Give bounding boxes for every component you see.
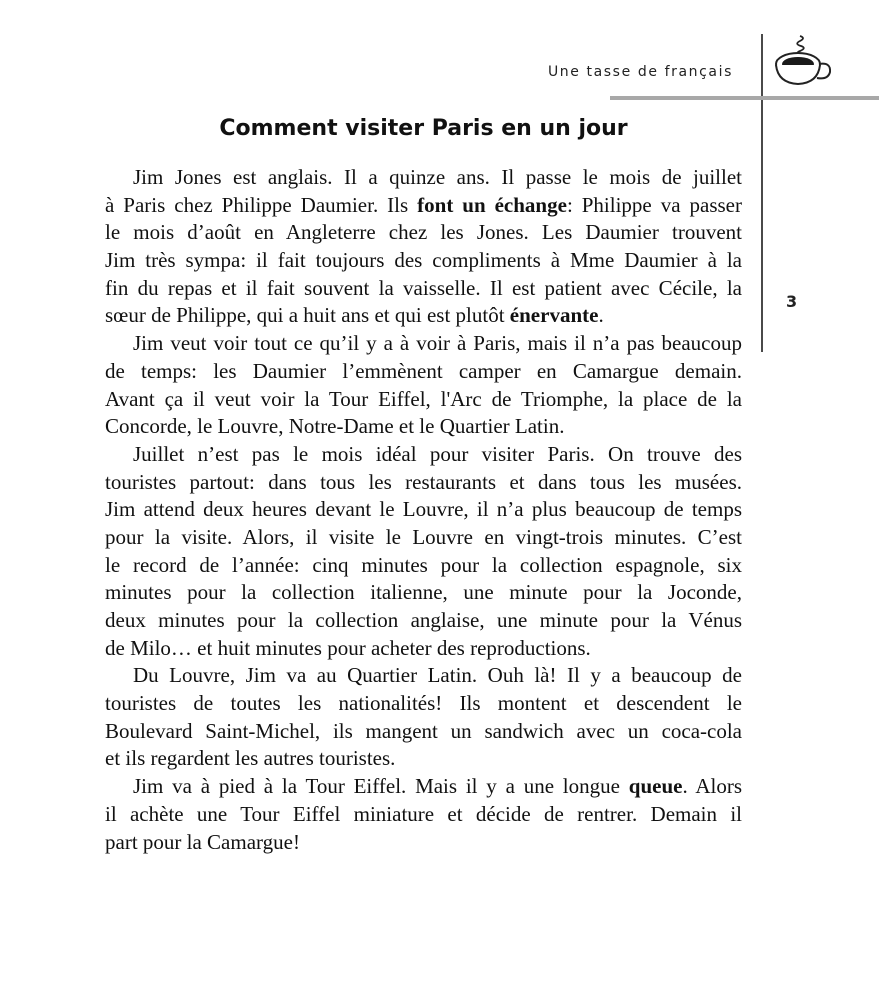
- bold-term: font un échange: [417, 192, 567, 217]
- text-line: [105, 552, 742, 580]
- text-segment: part pour la Camargue!: [105, 829, 300, 854]
- text-segment: et ils regardent les autres touristes.: [105, 746, 396, 771]
- vertical-rule: [761, 34, 763, 352]
- page-title: Comment visiter Paris en un jour: [219, 116, 628, 141]
- text-line: [105, 718, 742, 746]
- text-segment: il achète une Tour Eiffel miniature et décide de rentrer. Demain il: [105, 801, 742, 826]
- text-segment: de Milo… et huit minutes pour acheter des reproductions.: [105, 635, 591, 660]
- coffee-cup-icon: [772, 34, 834, 86]
- header-rule: [610, 96, 879, 100]
- text-line: [105, 330, 742, 358]
- text-segment: Jim veut voir tout ce qu’il y a à voir à Paris, mais il n’a pas beaucoup: [133, 331, 742, 356]
- text-segment: touristes partout: dans tous les restaurants et dans tous les musées.: [105, 469, 742, 494]
- text-segment: Avant ça il veut voir la Tour Eiffel, l'Arc de Triomphe, la place de la: [105, 386, 742, 411]
- bold-term: énervante: [509, 303, 599, 328]
- text-line: [105, 441, 742, 469]
- text-segment: le record de l’année: cinq minutes pour la collection espagnole, six: [105, 552, 742, 577]
- text-line: [105, 164, 742, 192]
- text-segment: Jim très sympa: il fait toujours des compliments à Mme Daumier à la: [105, 248, 742, 273]
- text-line: [105, 524, 742, 552]
- text-line: [105, 496, 742, 524]
- text-line: [105, 302, 742, 330]
- text-line: [105, 219, 742, 247]
- text-segment: . Alors: [682, 774, 742, 799]
- text-line: [105, 247, 742, 275]
- text-segment: à Paris chez Philippe Daumier. Ils: [105, 192, 418, 217]
- text-segment: fin du repas et il fait souvent la vaisselle. Il est patient avec Cécile, la: [105, 275, 742, 300]
- bold-term: queue: [628, 774, 683, 799]
- text-segment: le mois d’août en Angleterre chez les Jones. Les Daumier trouvent: [105, 220, 742, 245]
- text-line: [105, 358, 742, 386]
- text-line: [105, 635, 742, 663]
- text-line: [105, 745, 742, 773]
- article-body: [105, 164, 742, 856]
- text-line: [105, 607, 742, 635]
- text-line: [105, 192, 742, 220]
- text-segment: Jim Jones est anglais. Il a quinze ans. Il passe le mois de juillet: [133, 165, 742, 189]
- text-line: [105, 690, 742, 718]
- text-line: [105, 662, 742, 690]
- text-line: [105, 829, 742, 857]
- text-segment: deux minutes pour la collection anglaise, une minute pour la Vénus: [105, 608, 742, 632]
- text-line: [105, 579, 742, 607]
- text-segment: minutes pour la collection italienne, une minute pour la Joconde,: [105, 580, 742, 605]
- running-title: Une tasse de français: [547, 64, 733, 80]
- text-line: [105, 413, 742, 441]
- text-segment: pour la visite. Alors, il visite le Louvre en vingt-trois minutes. C’est: [105, 524, 742, 549]
- text-segment: Du Louvre, Jim va au Quartier Latin. Ouh là! Il y a beaucoup de: [133, 663, 742, 688]
- text-line: [105, 275, 742, 303]
- text-line: [105, 469, 742, 497]
- text-segment: Boulevard Saint-Michel, ils mangent un sandwich avec un coca-cola: [105, 718, 742, 743]
- text-segment: Juillet n’est pas le mois idéal pour visiter Paris. On trouve des: [133, 441, 742, 466]
- text-segment: .: [598, 303, 604, 328]
- page-number: 3: [786, 292, 798, 311]
- text-segment: Jim attend deux heures devant le Louvre, il n’a plus beaucoup de temps: [105, 497, 742, 522]
- text-segment: touristes de toutes les nationalités! Ils montent et descendent le: [105, 691, 742, 716]
- text-segment: sœur de Philippe, qui a huit ans et qui est plutôt: [105, 303, 510, 328]
- text-line: [105, 801, 742, 829]
- text-line: [105, 386, 742, 414]
- text-segment: Concorde, le Louvre, Notre-Dame et le Quartier Latin.: [105, 414, 565, 439]
- text-segment: de temps: les Daumier l’emmènent camper en Camargue demain.: [105, 358, 742, 383]
- text-segment: : Philippe va passer: [566, 192, 742, 217]
- text-line: [105, 773, 742, 801]
- text-segment: Jim va à pied à la Tour Eiffel. Mais il y a une longue: [133, 774, 629, 799]
